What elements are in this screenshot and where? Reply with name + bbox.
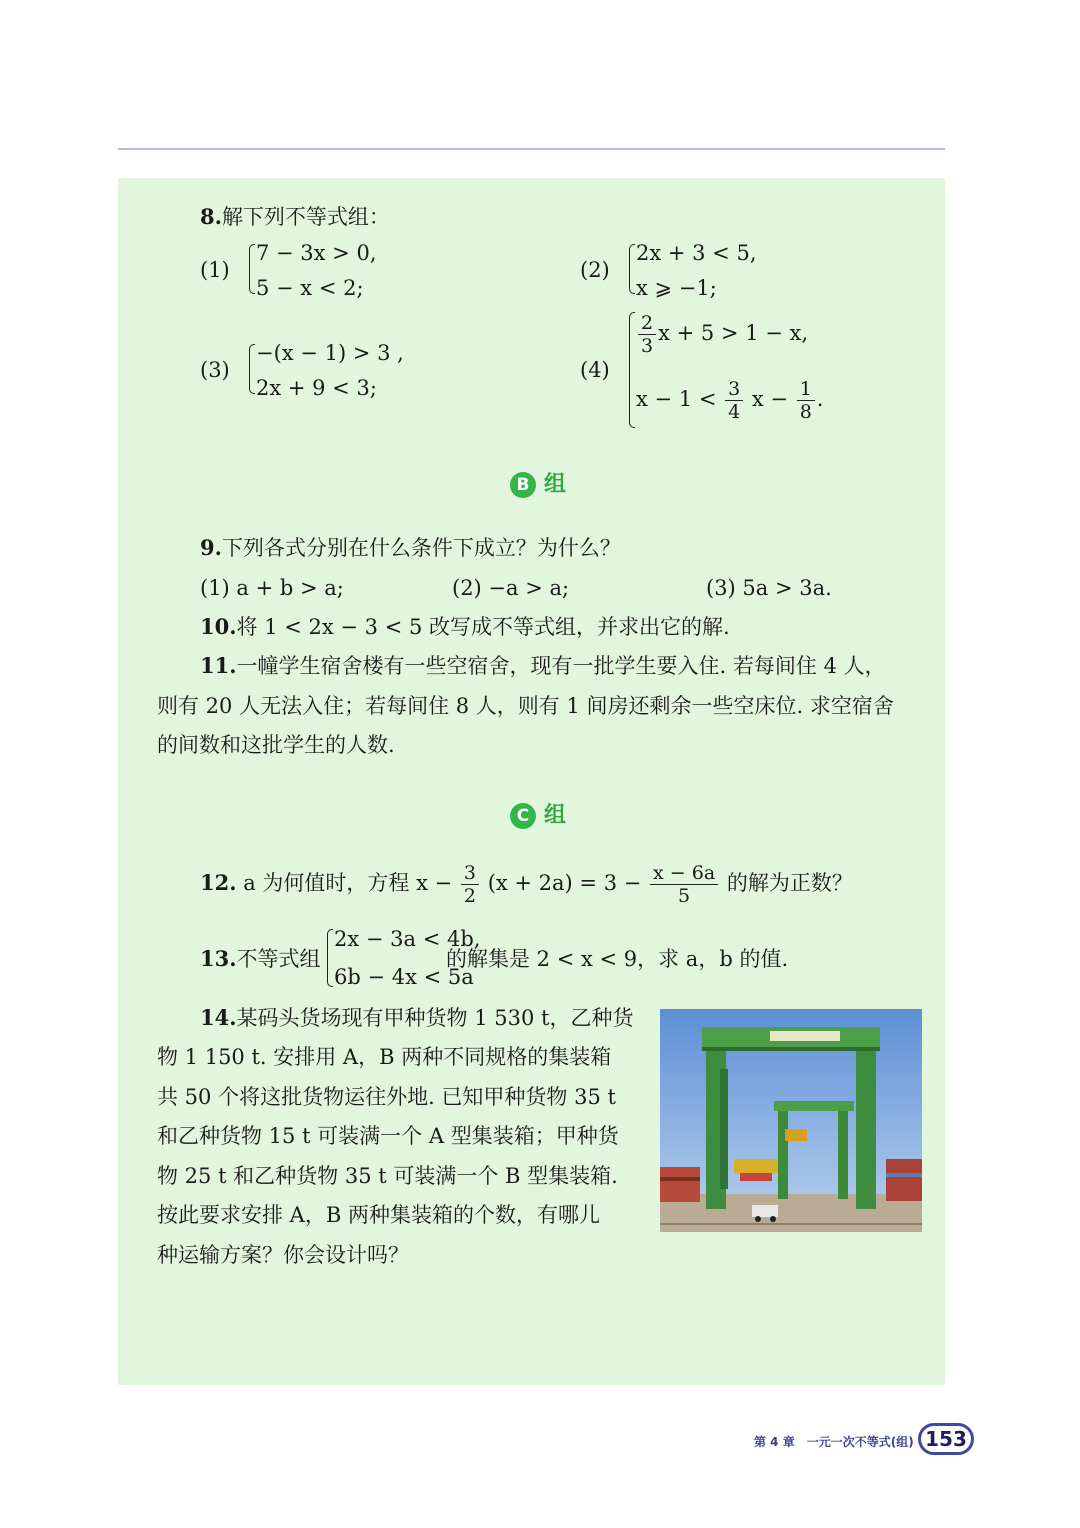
q8-item1-label: (1): [200, 258, 230, 282]
q8-item4-label: (4): [580, 358, 610, 382]
q8-item1-line2: 5 − x < 2;: [256, 276, 364, 300]
q11-line1: 11.一幢学生宿舍楼有一些空宿舍，现有一批学生要入住. 若每间住 4 人，: [200, 653, 886, 678]
q11-line3: 的间数和这批学生的人数.: [157, 733, 395, 757]
q14-line1: 14.某码头货场现有甲种货物 1 530 t，乙种货: [200, 1005, 634, 1030]
q8-item3-line1: −(x − 1) > 3 ,: [256, 341, 404, 365]
q8-item3-brace: [249, 344, 255, 394]
q13-prefix: 13.不等式组: [200, 946, 321, 971]
q8-item4-frac-2-3: $\frac{2}{3}$: [638, 312, 656, 357]
q9-item1: (1) a + b > a;: [200, 576, 344, 600]
q9-item3: (3) 5a > 3a.: [706, 576, 832, 600]
q12-frac-x6a-5: $\frac{x - 6a}{5}$: [650, 862, 718, 907]
q14-line7: 种运输方案？你会设计吗？: [157, 1243, 409, 1267]
q13-suffix: 的解集是 2 < x < 9，求 a，b 的值.: [446, 947, 789, 971]
q8-item2-label: (2): [580, 258, 610, 282]
group-c-heading: C 组: [510, 798, 566, 829]
q8-item1-line1: 7 − 3x > 0,: [256, 241, 377, 265]
q8-item3-label: (3): [200, 358, 230, 382]
q9-heading: 9.下列各式分别在什么条件下成立？为什么？: [200, 535, 621, 560]
group-c-badge: C: [510, 803, 536, 829]
q14-line6: 按此要求安排 A，B 两种集装箱的个数，有哪儿: [157, 1203, 600, 1227]
q12-frac-3-2: $\frac{3}{2}$: [461, 862, 479, 907]
port-crane-illustration: [660, 1009, 922, 1232]
q8-item2-brace: [629, 244, 635, 294]
q12-text: 12. a 为何值时，方程 x − $\frac{3}{2}$ (x + 2a) = 3 − $\frac{x - 6a}{5}$ 的解为正数？: [200, 862, 853, 907]
q13-line2: 6b − 4x < 5a: [334, 965, 474, 989]
group-b-heading: B 组: [510, 467, 566, 498]
q14-line5: 物 25 t 和乙种货物 35 t 可装满一个 B 型集装箱.: [157, 1164, 618, 1188]
q8-item2-line2: x ⩾ −1;: [636, 276, 717, 300]
q8-item2-line1: 2x + 3 < 5,: [636, 241, 757, 265]
q8-item4-frac-1-8: $\frac{1}{8}$: [797, 378, 815, 423]
q8-item4-line2: x − 1 < $\frac{3}{4}$ x − $\frac{1}{8}$ .: [636, 378, 824, 423]
port-crane-photo: [660, 1009, 922, 1232]
q13-line1: 2x − 3a < 4b,: [334, 927, 481, 951]
group-b-badge: B: [510, 472, 536, 498]
chapter-footer: 第 4 章 一元一次不等式(组): [754, 1435, 914, 1449]
q8-heading: 8.解下列不等式组：: [200, 204, 390, 229]
q9-item2: (2) −a > a;: [452, 576, 570, 600]
q8-item4-line1: $\frac{2}{3}$ x + 5 > 1 − x,: [636, 312, 808, 357]
q10-text: 10.将 1 < 2x − 3 < 5 改写成不等式组，并求出它的解.: [200, 614, 730, 639]
header-rule: [118, 148, 945, 150]
page-number: 153: [918, 1423, 974, 1455]
q13-brace: [327, 929, 333, 987]
q11-line2: 则有 20 人无法入住；若每间住 8 人，则有 1 间房还剩余一些空床位. 求空宿舍: [157, 694, 894, 718]
q14-line3: 共 50 个将这批货物运往外地. 已知甲种货物 35 t: [157, 1085, 616, 1109]
q8-item4-frac-3-4: $\frac{3}{4}$: [725, 378, 743, 423]
q8-item1-brace: [249, 244, 255, 294]
q14-line4: 和乙种货物 15 t 可装满一个 A 型集装箱；甲种货: [157, 1124, 619, 1148]
q8-item3-line2: 2x + 9 < 3;: [256, 376, 377, 400]
q8-item4-brace: [629, 312, 635, 428]
q14-line2: 物 1 150 t. 安排用 A，B 两种不同规格的集装箱: [157, 1045, 612, 1069]
